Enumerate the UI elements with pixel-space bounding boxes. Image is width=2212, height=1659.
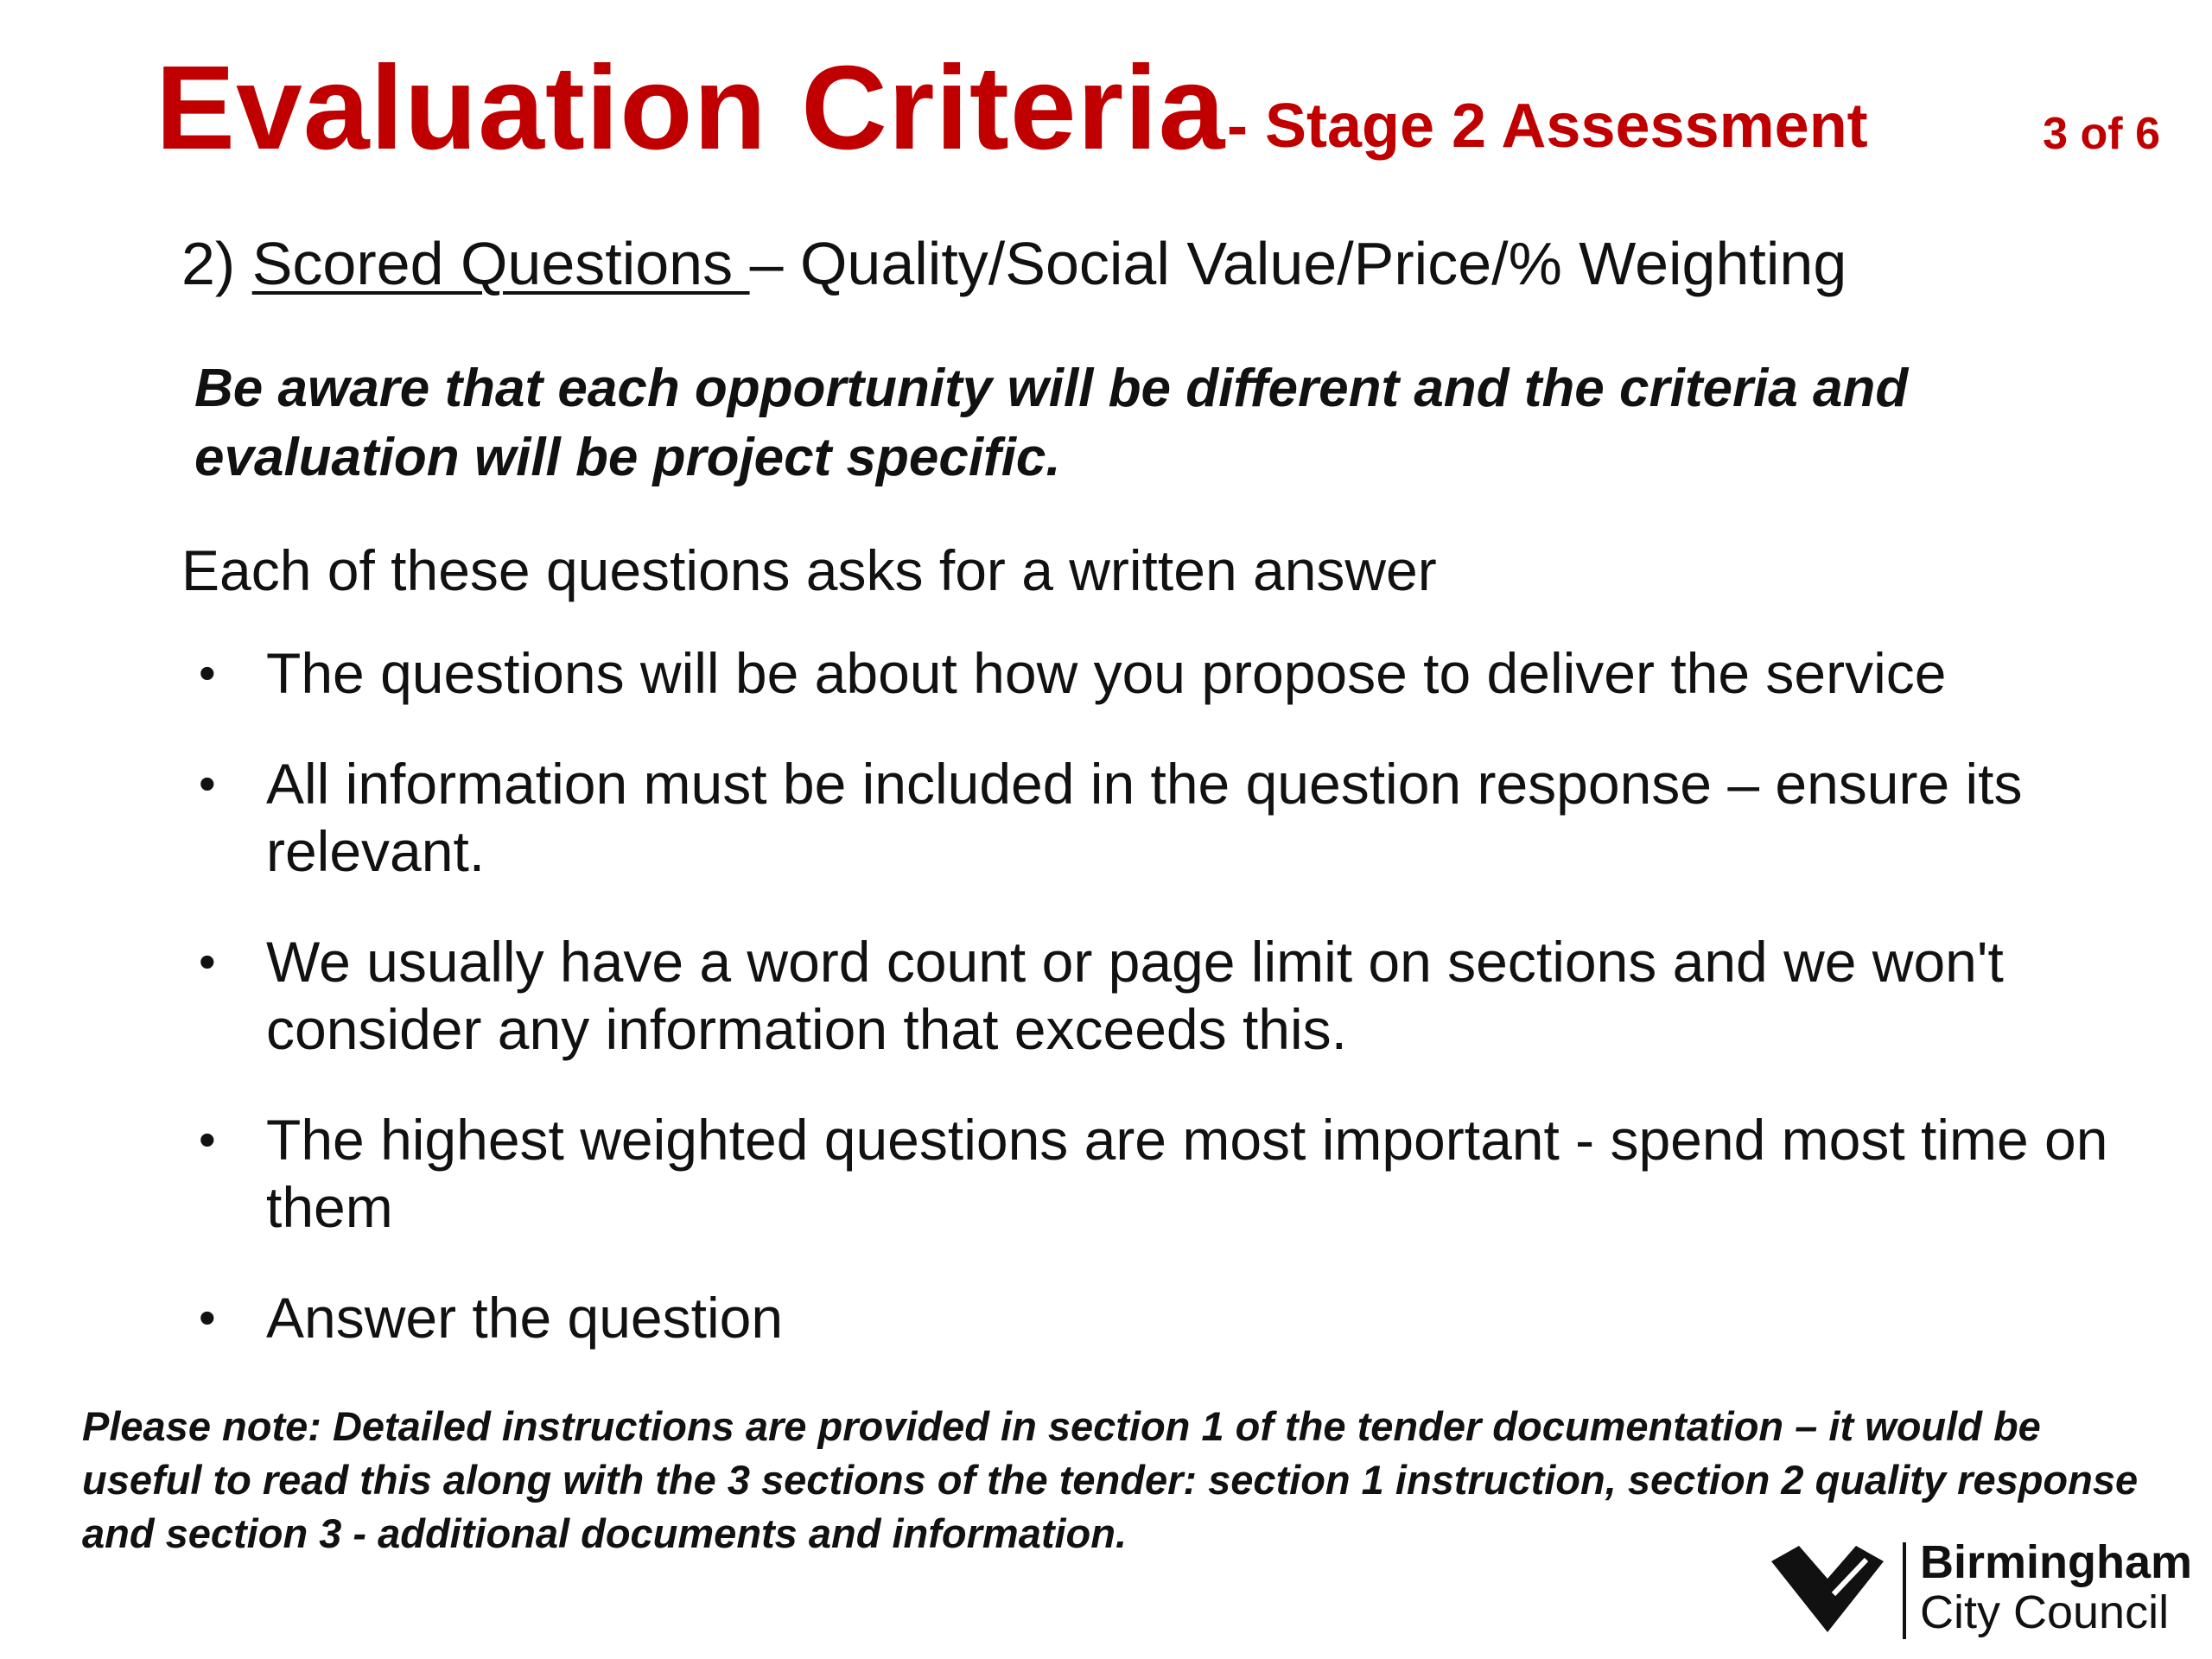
- bullet-text: The questions will be about how you propose to deliver the service: [266, 641, 1947, 705]
- list-item: [190, 750, 2134, 885]
- page-indicator: 3 of 6: [2043, 109, 2160, 159]
- brand-logo: [1763, 1534, 2193, 1646]
- list-item: [190, 928, 2134, 1063]
- bullet-list: [190, 639, 2134, 1395]
- slide-header: [156, 35, 2160, 181]
- section-heading: [181, 220, 1847, 307]
- list-item: [190, 1106, 2134, 1241]
- slide-title: Evaluation Criteria: [156, 41, 1226, 175]
- bullet-text: Answer the question: [266, 1286, 784, 1350]
- intro-text: Each of these questions asks for a written answer: [181, 538, 1437, 602]
- bullet-icon: •: [199, 1290, 216, 1344]
- bullet-icon: •: [199, 934, 216, 988]
- bullet-icon: •: [199, 645, 216, 700]
- bullet-icon: •: [199, 756, 216, 810]
- bullet-text: The highest weighted questions are most important - spend most time on them: [266, 1108, 2108, 1239]
- footer-note: Please note: Detailed instructions are provided in section 1 of the tender documentation – it would be useful to read this along with the 3 sections of the tender: section 1 instruction, section 2 quality response and section 3 - additional documents and information.: [82, 1403, 2139, 1556]
- bullet-text: All information must be included in the question response – ensure its relevant.: [266, 752, 2023, 883]
- brand-name-line1: Birmingham: [1920, 1536, 2193, 1588]
- section-number: 2): [181, 230, 236, 297]
- section-label: Scored Questions: [251, 230, 750, 297]
- bullet-text: We usually have a word count or page limit on sections and we won't consider any information that exceeds this.: [266, 930, 2004, 1061]
- logo-divider: [1903, 1542, 1906, 1639]
- aware-note: Be aware that each opportunity will be different and the criteria and evaluation will be project specific.: [194, 359, 1909, 487]
- list-item: [190, 1284, 2134, 1351]
- list-item: [190, 639, 2134, 707]
- slide-subtitle: - Stage 2 Assessment: [1227, 92, 1868, 161]
- heart-logo-icon: [1763, 1542, 1892, 1637]
- brand-name-line2: City Council: [1920, 1586, 2170, 1638]
- bullet-icon: •: [199, 1112, 216, 1166]
- section-description: – Quality/Social Value/Price/% Weighting: [749, 230, 1847, 297]
